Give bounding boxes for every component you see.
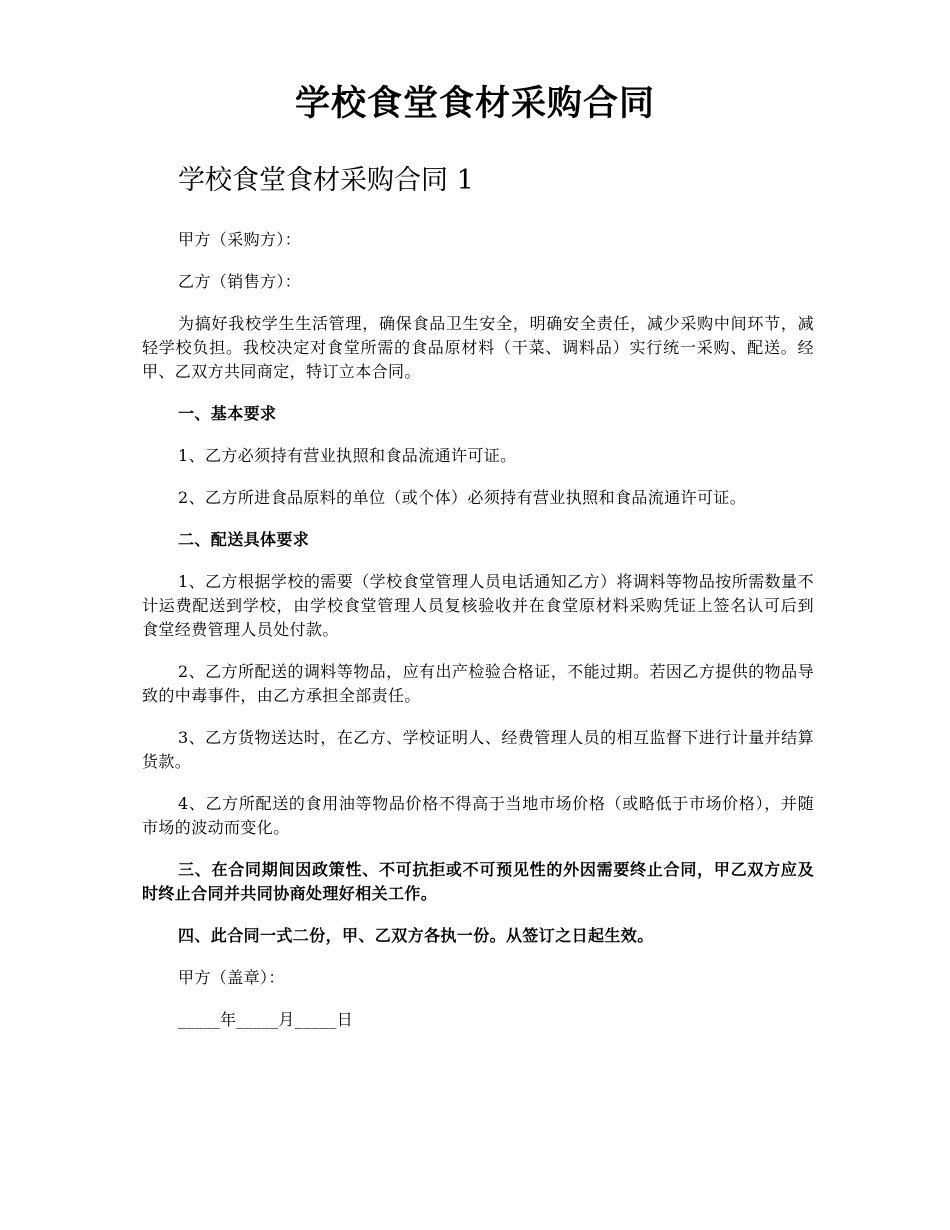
- section-title: 学校食堂食材采购合同 1: [178, 165, 474, 196]
- party-a-line: 甲方（采购方）：: [178, 230, 302, 249]
- clause-1-2: 2、乙方所进食品原料的单位（或个体）必须持有营业执照和食品流通许可证。: [178, 488, 747, 507]
- clause-3-termination: 三、在合同期间因政策性、不可抗拒或不可预见性的外因需要终止合同，甲乙双方应及时终止合同并共同协商处理好相关工作。: [142, 860, 814, 903]
- heading-delivery-requirements: 二、配送具体要求: [178, 530, 310, 549]
- clause-2-1: 1、乙方根据学校的需要（学校食堂管理人员电话通知乙方）将调料等物品按所需数量不计运费配送到学校，由学校食堂管理人员复核验收并在食堂原材料采购凭证上签名认可后到食堂经费管理人员处付款。: [142, 572, 814, 639]
- party-a-seal-line: 甲方（盖章）：: [178, 968, 285, 987]
- clause-4-copies: 四、此合同一式二份，甲、乙双方各执一份。从签订之日起生效。: [178, 926, 654, 945]
- party-b-line: 乙方（销售方）：: [178, 272, 302, 291]
- clause-2-3: 3、乙方货物送达时，在乙方、学校证明人、经费管理人员的相互监督下进行计量并结算货款。: [142, 728, 814, 771]
- clause-2-2: 2、乙方所配送的调料等物品，应有出产检验合格证，不能过期。若因乙方提供的物品导致的中毒事件，由乙方承担全部责任。: [142, 662, 814, 705]
- intro-paragraph: 为搞好我校学生生活管理，确保食品卫生安全，明确安全责任，减少采购中间环节，减轻学校负担。我校决定对食堂所需的食品原材料（干菜、调料品）实行统一采购、配送。经甲、乙双方共同商定，特订立本合同。: [142, 314, 814, 381]
- document-body: [142, 228, 814, 1050]
- document-title: 学校食堂食材采购合同: [294, 83, 655, 124]
- date-line: _____年_____月_____日: [178, 1010, 354, 1029]
- clause-2-4: 4、乙方所配送的食用油等物品价格不得高于当地市场价格（或略低于市场价格），并随市场的波动而变化。: [142, 794, 814, 837]
- heading-basic-requirements: 一、基本要求: [178, 404, 277, 423]
- clause-1-1: 1、乙方必须持有营业执照和食品流通许可证。: [178, 446, 517, 465]
